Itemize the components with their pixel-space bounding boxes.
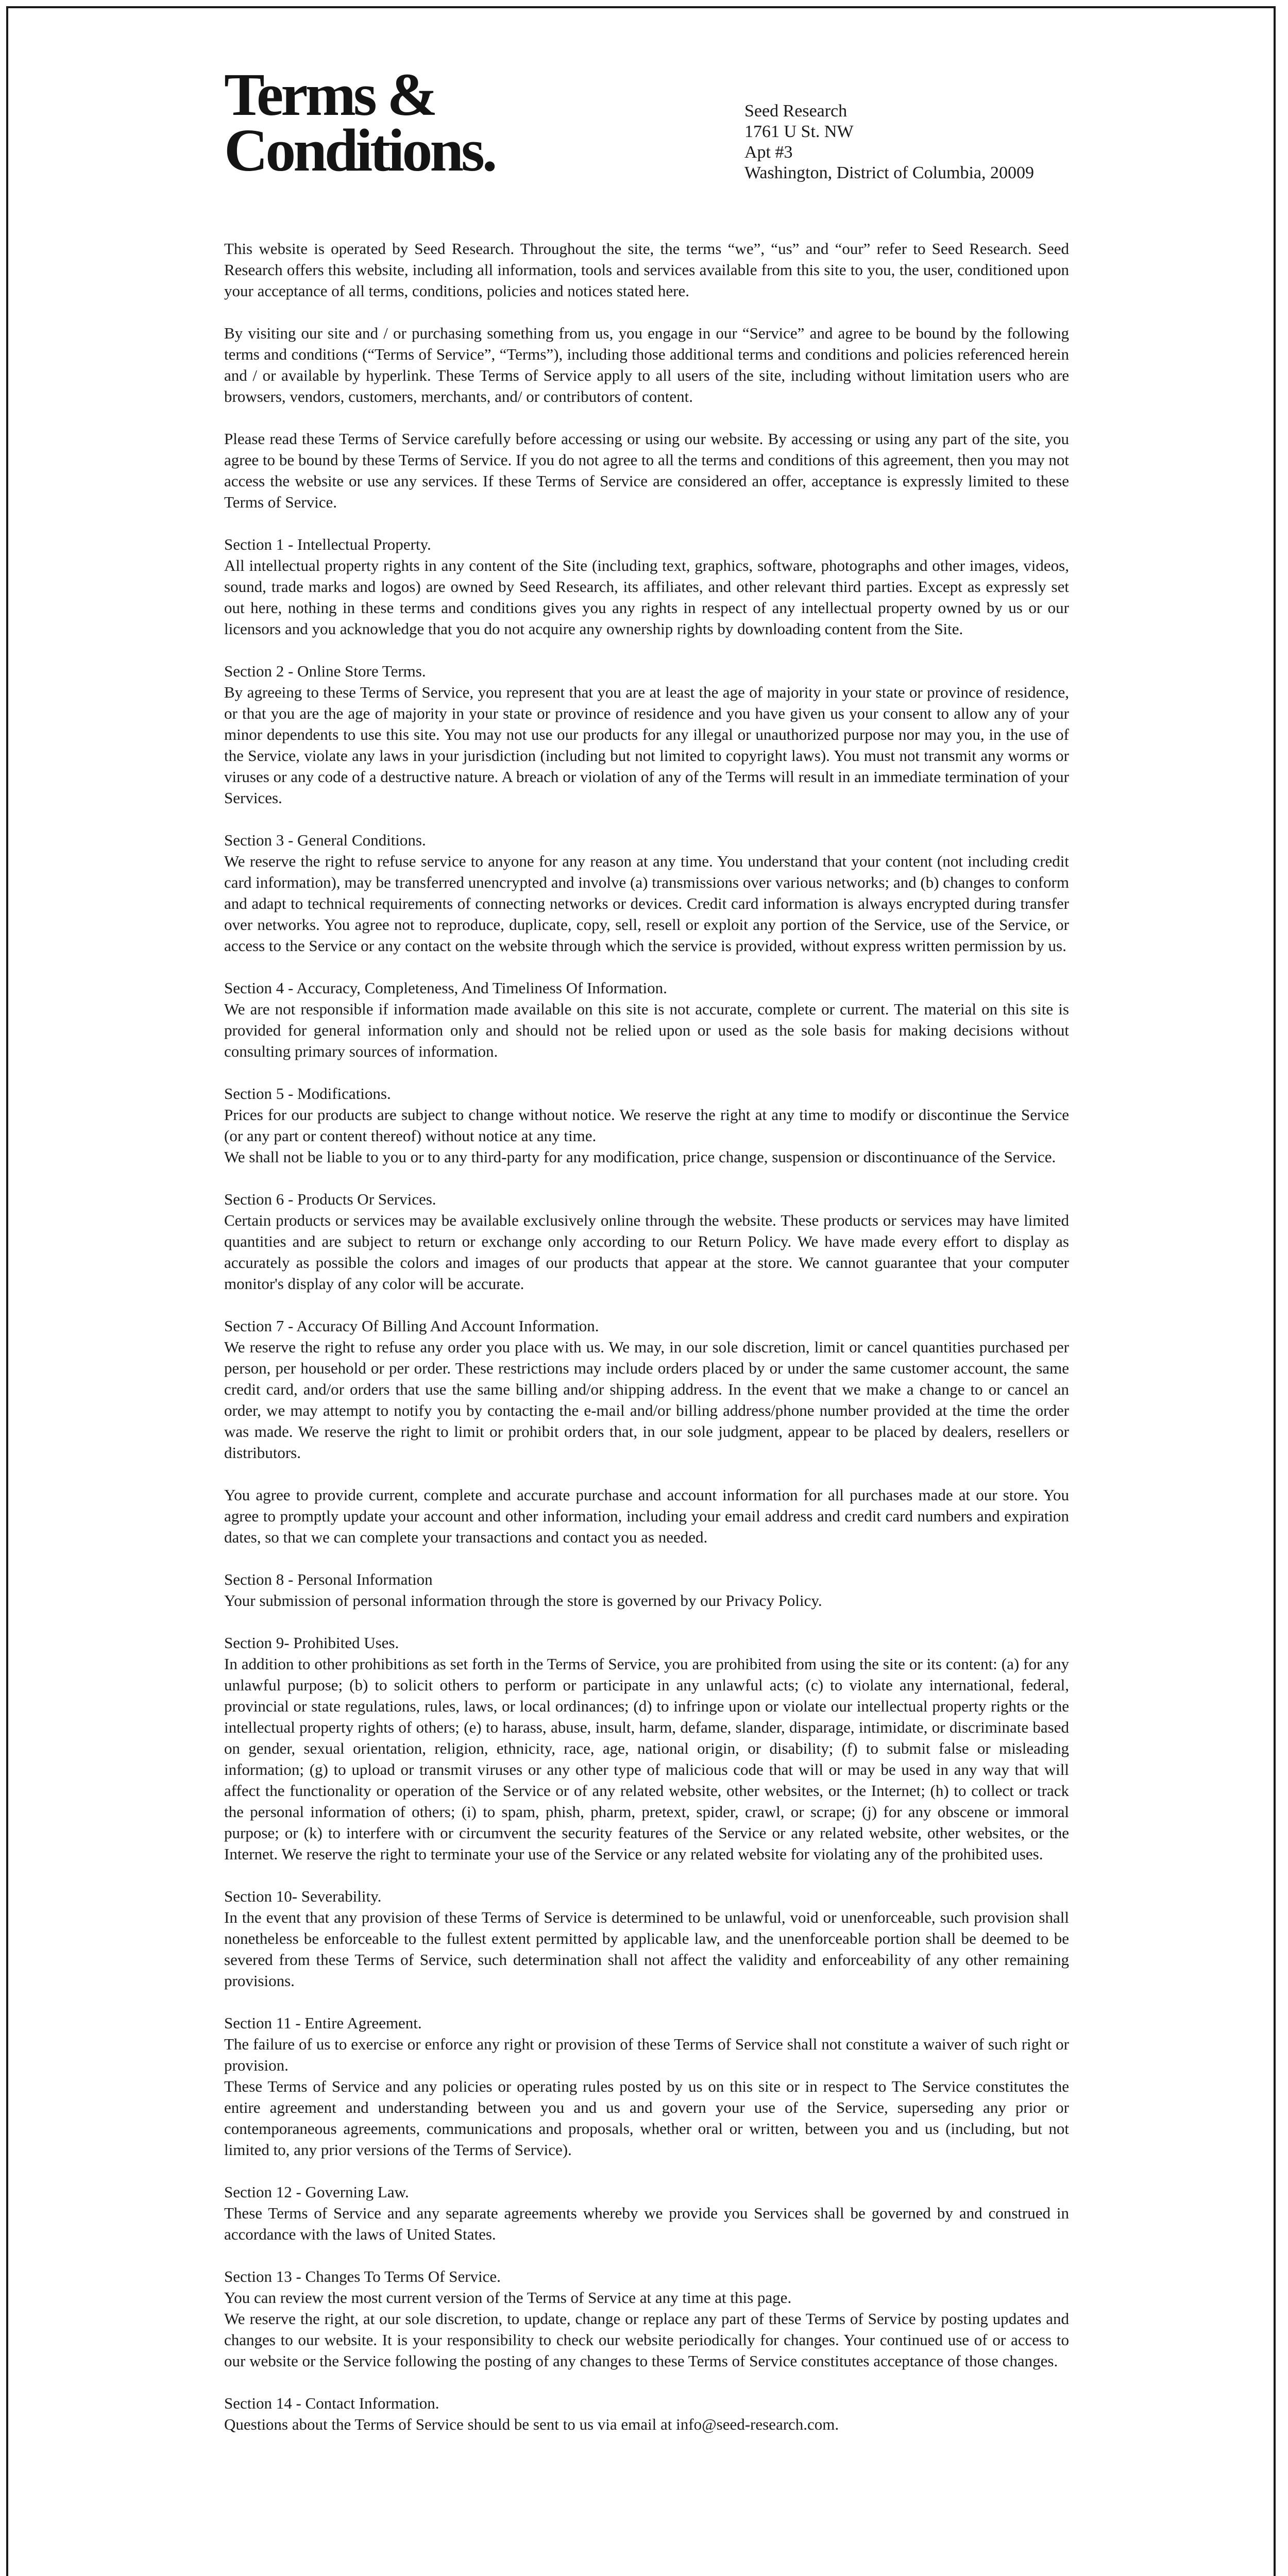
title-line-1: Terms &: [224, 61, 435, 128]
section-9-body: In addition to other prohibitions as set forth in the Terms of Service, you are prohibited from using the site or its content: (a) for any unlawful purpose; (b) to solicit others to perform or participate in any unlawful acts; (c) to violate any international, federal, provincial or state regulations, rules, laws, or local ordinances; (d) to infringe upon or violate our intellectual property rights or the intellectual property rights of others; (e) to harass, abuse, insult, harm, defame, slander, disparage, intimidate, or discriminate based on gender, sexual orientation, religion, ethnicity, race, age, national origin, or disability; (f) to submit false or misleading information; (g) to upload or transmit viruses or any other type of malicious code that will or may be used in any way that will affect the functionality or operation of the Service or of any related website, other websites, or the Internet; (h) to collect or track the personal information of others; (i) to spam, phish, pharm, pretext, spider, crawl, or scrape; (j) for any obscene or immoral purpose; or (k) to interfere with or circumvent the security features of the Service or any related website, other websites, or the Internet. We reserve the right to terminate your use of the Service or any related website for violating any of the prohibited uses.: [224, 1655, 1069, 1863]
section-3-heading: Section 3 - General Conditions.: [224, 831, 426, 849]
section-10: [224, 1886, 1069, 1991]
section-13-body-1: You can review the most current version of the Terms of Service at any time at this page.: [224, 2289, 792, 2307]
section-14: [224, 2393, 1069, 2435]
section-7-body-2: You agree to provide current, complete and accurate purchase and account information for all purchases made at our store. You agree to promptly update your account and other information, including your email address and credit card numbers and expiration dates, so that we can complete your transactions and contact you as needed.: [224, 1486, 1069, 1546]
address-city: Washington, District of Columbia, 20009: [744, 163, 1034, 182]
section-8-body: Your submission of personal information through the store is governed by our Privacy Policy.: [224, 1591, 822, 1609]
address-street: 1761 U St. NW: [744, 122, 854, 141]
section-6: [224, 1189, 1069, 1294]
section-7-heading: Section 7 - Accuracy Of Billing And Account Information.: [224, 1317, 599, 1335]
section-6-heading: Section 6 - Products Or Services.: [224, 1190, 436, 1208]
section-9-heading: Section 9- Prohibited Uses.: [224, 1634, 399, 1652]
terms-content: [224, 238, 1069, 2456]
address-apt: Apt #3: [744, 143, 793, 162]
section-2-heading: Section 2 - Online Store Terms.: [224, 662, 426, 680]
section-14-body: Questions about the Terms of Service should be sent to us via email at info@seed-research.com.: [224, 2415, 839, 2433]
section-7-body: We reserve the right to refuse any order you place with us. We may, in our sole discretion, limit or cancel quantities purchased per person, per household or per order. These restrictions may include orders placed by or under the same customer account, the same credit card, and/or orders that use the same billing and/or shipping address. In the event that we make a change to or cancel an order, we may attempt to notify you by contacting the e-mail and/or billing address/phone number provided at the time the order was made. We reserve the right to limit or prohibit orders that, in our sole judgment, appear to be placed by dealers, resellers or distributors.: [224, 1338, 1069, 1462]
section-7: [224, 1315, 1069, 1463]
intro-paragraph-1: This website is operated by Seed Research. Throughout the site, the terms “we”, “us” and “our” refer to Seed Research. Seed Research offers this website, including all information, tools and services available from this site to you, the user, conditioned upon your acceptance of all terms, conditions, policies and notices stated here.: [224, 240, 1069, 300]
title-line-2: Conditions.: [224, 116, 495, 184]
section-14-heading: Section 14 - Contact Information.: [224, 2394, 439, 2412]
section-1-body: All intellectual property rights in any content of the Site (including text, graphics, software, photographs and other images, videos, sound, trade marks and logos) are owned by Seed Research, its affiliates, and other relevant third parties. Except as expressly set out here, nothing in these terms and conditions gives you any rights in respect of any intellectual property owned by us or our licensors and you acknowledge that you do not acquire any ownership rights by downloading content from the Site.: [224, 556, 1069, 638]
section-13-body-2: We reserve the right, at our sole discretion, to update, change or replace any part of these Terms of Service by posting updates and changes to our website. It is your responsibility to check our website periodically for changes. Your continued use of or access to our website or the Service following the posting of any changes to these Terms of Service constitutes acceptance of those changes.: [224, 2310, 1069, 2370]
section-8-heading: Section 8 - Personal Information: [224, 1570, 433, 1588]
section-10-heading: Section 10- Severability.: [224, 1887, 382, 1905]
section-13: [224, 2266, 1069, 2371]
company-address: [744, 101, 1034, 183]
section-9: [224, 1632, 1069, 1865]
intro-paragraph-3: Please read these Terms of Service carefully before accessing or using our website. By accessing or using any part of the site, you agree to be bound by these Terms of Service. If you do not agree to all the terms and conditions of this agreement, then you may not access the website or use any services. If these Terms of Service are considered an offer, acceptance is expressly limited to these Terms of Service.: [224, 430, 1069, 511]
section-11-body-1: The failure of us to exercise or enforce any right or provision of these Terms of Service shall not constitute a waiver of such right or provision.: [224, 2035, 1069, 2074]
section-2: [224, 660, 1069, 808]
section-11-heading: Section 11 - Entire Agreement.: [224, 2014, 422, 2032]
company-name: Seed Research: [744, 101, 848, 121]
section-5: [224, 1083, 1069, 1167]
section-6-body: Certain products or services may be available exclusively online through the website. These products or services may have limited quantities and are subject to return or exchange only according to our Return Policy. We have made every effort to display as accurately as possible the colors and images of our products that appear at the store. We cannot guarantee that your computer monitor's display of any color will be accurate.: [224, 1211, 1069, 1293]
section-3: [224, 829, 1069, 956]
section-4-heading: Section 4 - Accuracy, Completeness, And Timeliness Of Information.: [224, 979, 667, 997]
section-11-body-2: These Terms of Service and any policies or operating rules posted by us on this site or in respect to The Service constitutes the entire agreement and understanding between you and us and govern your use of the Service, superseding any prior or contemporaneous agreements, communications and proposals, whether oral or written, between you and us (including, but not limited to, any prior versions of the Terms of Service).: [224, 2077, 1069, 2159]
section-12: [224, 2181, 1069, 2245]
intro-paragraph-2: By visiting our site and / or purchasing something from us, you engage in our “Service” and agree to be bound by the following terms and conditions (“Terms of Service”, “Terms”), including those additional terms and conditions and policies referenced herein and / or available by hyperlink. These Terms of Service apply to all users of the site, including without limitation users who are browsers, vendors, customers, merchants, and/ or contributors of content.: [224, 324, 1069, 405]
section-5-body-2: We shall not be liable to you or to any third-party for any modification, price change, suspension or discontinuance of the Service.: [224, 1148, 1056, 1166]
section-1-heading: Section 1 - Intellectual Property.: [224, 535, 431, 553]
section-13-heading: Section 13 - Changes To Terms Of Service.: [224, 2267, 501, 2285]
section-5-heading: Section 5 - Modifications.: [224, 1084, 391, 1103]
section-4-body: We are not responsible if information made available on this site is not accurate, complete or current. The material on this site is provided for general information only and should not be relied upon or used as the sole basis for making decisions without consulting primary sources of information.: [224, 1000, 1069, 1060]
section-5-body-1: Prices for our products are subject to change without notice. We reserve the right at any time to modify or discontinue the Service (or any part or content thereof) without notice at any time.: [224, 1106, 1069, 1145]
section-3-body: We reserve the right to refuse service to anyone for any reason at any time. You understand that your content (not including credit card information), may be transferred unencrypted and involve (a) transmissions over various networks; and (b) changes to conform and adapt to technical requirements of connecting networks or devices. Credit card information is always encrypted during transfer over networks. You agree not to reproduce, duplicate, copy, sell, resell or exploit any portion of the Service, use of the Service, or access to the Service or any contact on the website through which the service is provided, without express written permission by us.: [224, 852, 1069, 955]
section-1: [224, 534, 1069, 639]
section-11: [224, 2012, 1069, 2160]
page-title: [224, 61, 495, 184]
section-4: [224, 977, 1069, 1062]
section-10-body: In the event that any provision of these Terms of Service is determined to be unlawful, void or unenforceable, such provision shall nonetheless be enforceable to the fullest extent permitted by applicable law, and the unenforceable portion shall be deemed to be severed from these Terms of Service, such determination shall not affect the validity and enforceability of any other remaining provisions.: [224, 1908, 1069, 1990]
section-12-body: These Terms of Service and any separate agreements whereby we provide you Services shall be governed by and construed in accordance with the laws of United States.: [224, 2204, 1069, 2243]
section-2-body: By agreeing to these Terms of Service, you represent that you are at least the age of majority in your state or province of residence, or that you are the age of majority in your state or province of residence and you have given us your consent to allow any of your minor dependents to use this site. You may not use our products for any illegal or unauthorized purpose nor may you, in the use of the Service, violate any laws in your jurisdiction (including but not limited to copyright laws). You must not transmit any worms or viruses or any code of a destructive nature. A breach or violation of any of the Terms will result in an immediate termination of your Services.: [224, 683, 1069, 807]
page-header: [224, 61, 1069, 206]
section-12-heading: Section 12 - Governing Law.: [224, 2183, 409, 2201]
section-8: [224, 1569, 1069, 1611]
